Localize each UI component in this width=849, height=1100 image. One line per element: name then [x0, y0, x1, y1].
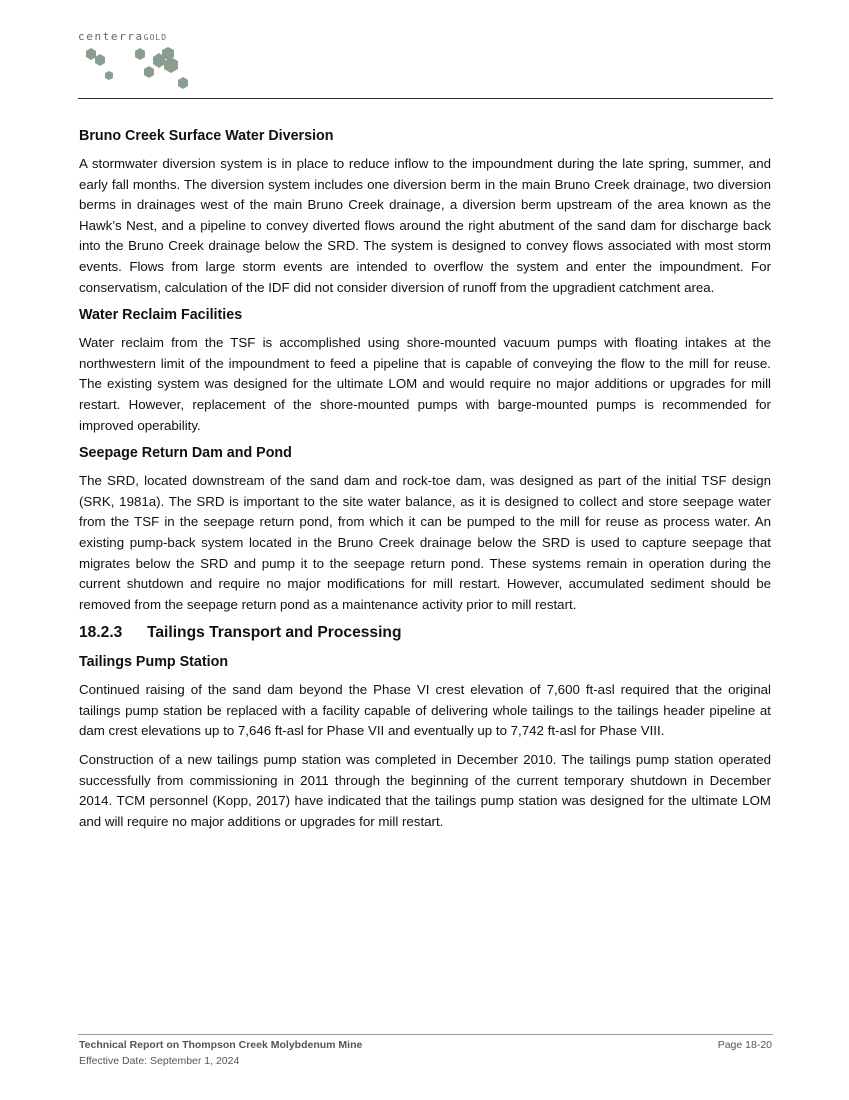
footer-report-title: Technical Report on Thompson Creek Molybdenum Mine: [79, 1039, 363, 1051]
paragraph-pump-station-1: Continued raising of the sand dam beyond the Phase VI crest elevation of 7,600 ft-asl required that the original tailings pump station be replaced with a facility capable of delivering whole tailings to the tailings header pipeline at dam crest elevations up to 7,646 ft-asl for Phase VII and eventually up to 7,742 ft-asl for Phase VIII.: [79, 682, 771, 739]
logo-word-suffix: GOLD: [143, 33, 168, 42]
logo-wordmark: [78, 30, 167, 43]
paragraph-reclaim: Water reclaim from the TSF is accomplished using shore-mounted vacuum pumps with floating intakes at the northwestern limit of the impoundment to feed a pipeline that is capable of conveying the flow to the mill for reuse. The existing system was designed for the ultimate LOM and would require no major additions or upgrades for mill restart. However, replacement of the shore-mounted pumps with barge-mounted pumps is recommended for improved operability.: [79, 335, 771, 433]
footer-page-number: Page 18-20: [717, 1039, 772, 1051]
hexagon-cluster-icon: [78, 46, 208, 94]
section-heading-pump-station: Tailings Pump Station: [79, 654, 229, 671]
paragraph-pump-station-2: Construction of a new tailings pump station was completed in December 2010. The tailings pump station operated successfully from commissioning in 2011 through the beginning of the current temporary shutdown in December 2014. TCM personnel (Kopp, 2017) have indicated that the tailings pump station was designed for the ultimate LOM and will require no major additions or upgrades for mill restart.: [79, 752, 771, 829]
logo-word-text: centerra: [78, 30, 144, 43]
document-body: [79, 127, 771, 840]
footer-effective-date: Effective Date: September 1, 2024: [79, 1055, 240, 1067]
company-logo: [78, 30, 208, 94]
section-heading-seepage: Seepage Return Dam and Pond: [79, 445, 292, 462]
section-title: Tailings Transport and Processing: [147, 624, 402, 642]
footer-divider: [78, 1034, 773, 1035]
section-heading-bruno: Bruno Creek Surface Water Diversion: [79, 128, 334, 144]
section-heading-tailings: [79, 623, 771, 643]
paragraph-seepage: The SRD, located downstream of the sand dam and rock-toe dam, was designed as part of the initial TSF design (SRK, 1981a). The SRD is important to the site water balance, as it is designed to collect and store seepage water from the TSF in the seepage return pond, from which it can be pumped to the mill for reuse as process water. An existing pump-back system located in the Bruno Creek drainage below the SRD is used to capture seepage that migrates below the SRD and pump it to the seepage return pond. These systems remain in operation during the current shutdown and require no major modifications for mill restart. However, accumulated sediment should be removed from the seepage return pond as a maintenance activity prior to mill restart.: [79, 473, 771, 612]
header-divider: [78, 98, 773, 99]
section-heading-reclaim: Water Reclaim Facilities: [79, 307, 243, 324]
section-number: 18.2.3: [79, 624, 123, 642]
paragraph-bruno: A stormwater diversion system is in place to reduce inflow to the impoundment during the late spring, summer, and early fall months. The diversion system includes one diversion berm in the main Bruno Creek drainage, two diversion berms in drainages west of the main Bruno Creek drainage, a diversion berm upstream of the area known as the Hawk’s Nest, and a pipeline to convey diverted flows around the right abutment of the sand dam for discharge back into the Bruno Creek drainage below the SRD. The system is designed to convey flows associated with most storm events. Flows from large storm events are intended to overflow the system and enter the impoundment. For conservatism, calculation of the IDF did not consider diversion of runoff from the upgradient catchment area.: [79, 156, 771, 295]
